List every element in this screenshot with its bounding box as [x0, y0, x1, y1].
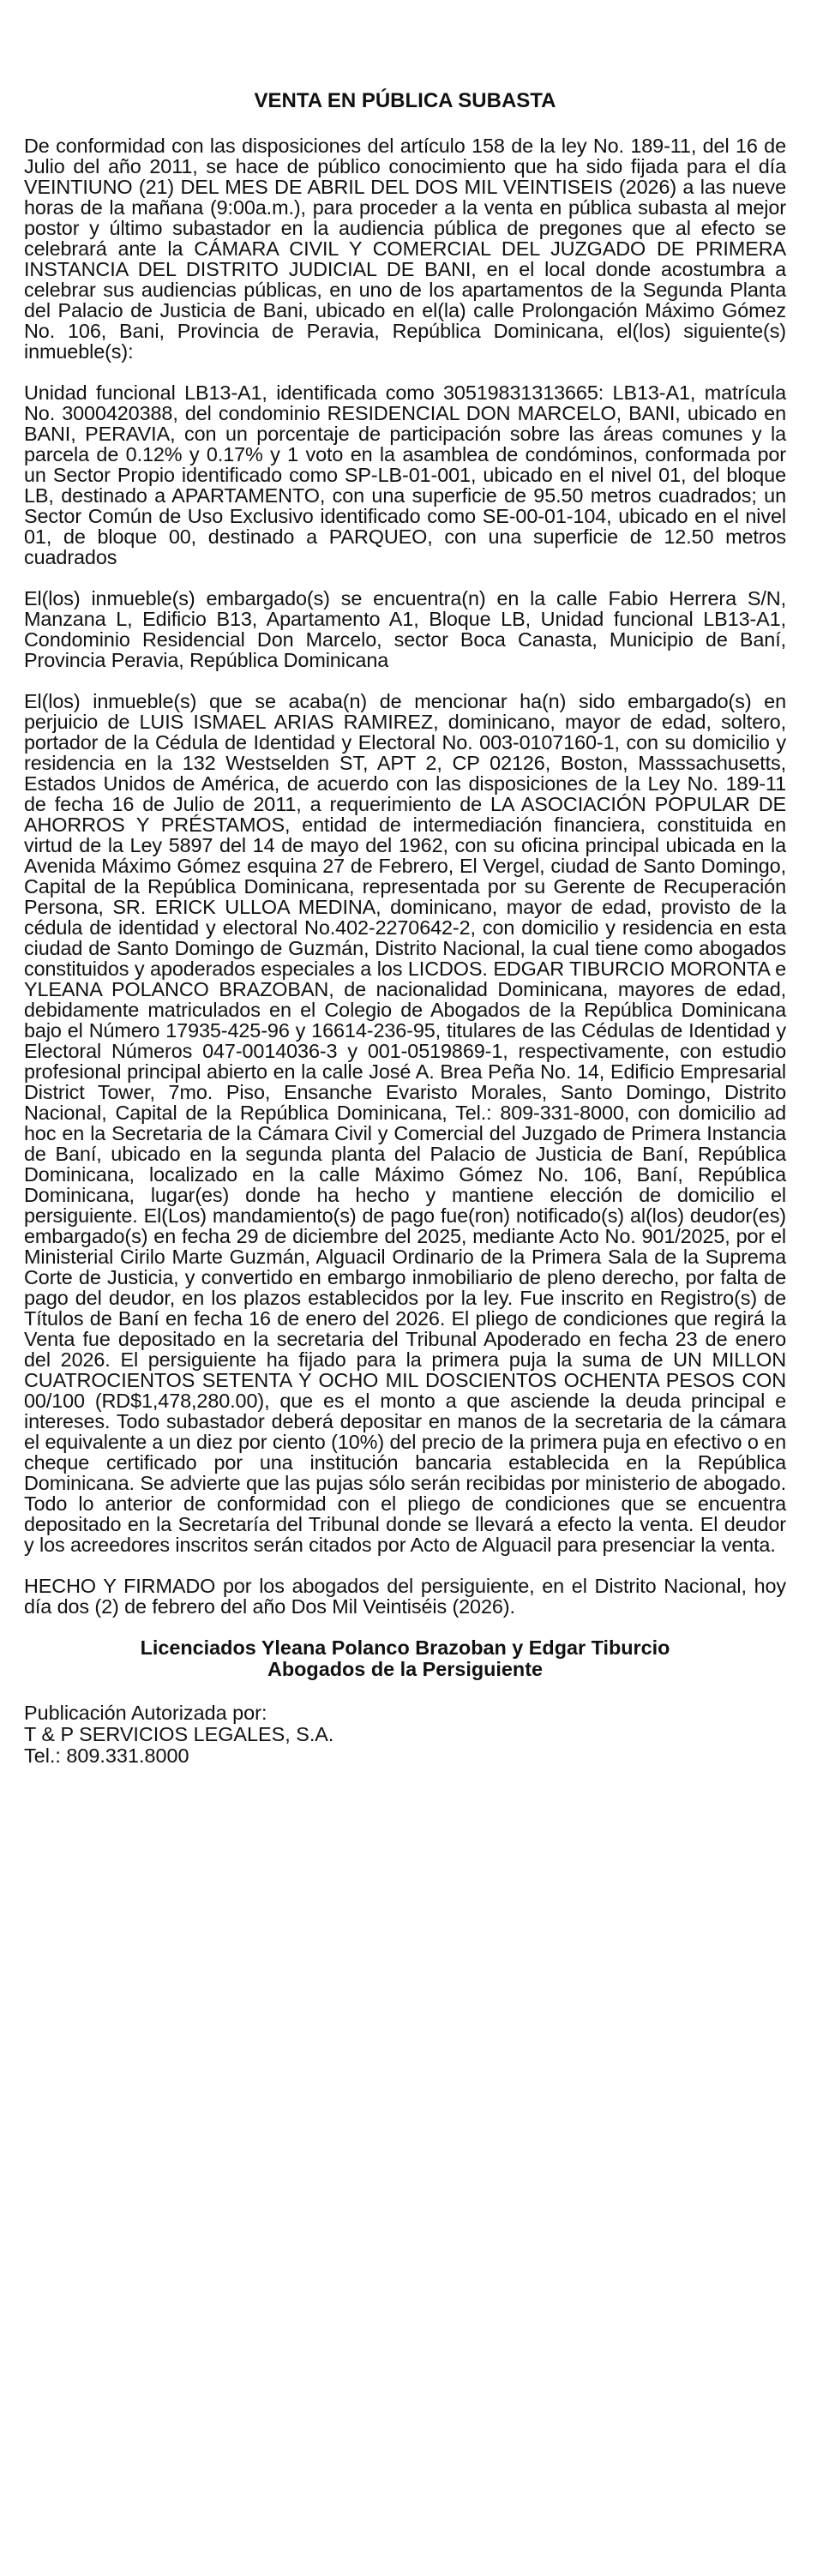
publication-footer: [24, 1702, 786, 1767]
paragraph-property-description: Unidad funcional LB13-A1, identificada como 30519831313665: LB13-A1, matrícula No. 3000420388, del condominio RESIDENCIAL DON MARCELO, BANI, ubicado en BANI, PERAVIA, con un porcentaje de participación sobre las áreas comunes y la parcela de 0.12% y 0.17% y 1 voto en la asamblea de condóminos, conformada por un Sector Propio identificado como SP-LB-01-001, ubicado en el nivel 01, del bloque LB, destinado a APARTAMENTO, con una superficie de 95.50 metros cuadrados; un Sector Común de Uso Exclusivo identificado como SE-00-01-104, ubicado en el nivel 01, de bloque 00, destinado a PARQUEO, con una superficie de 12.50 metros cuadrados: [24, 381, 786, 568]
publication-label: Publicación Autorizada por:: [24, 1702, 267, 1724]
attorneys-names: Licenciados Yleana Polanco Brazoban y Edgar Tiburcio: [140, 1636, 670, 1659]
attorneys-role: Abogados de la Persiguiente: [267, 1658, 544, 1680]
paragraph-seizure-details: El(los) inmueble(s) que se acaba(n) de mencionar ha(n) sido embargado(s) en perjuicio de LUIS ISMAEL ARIAS RAMIREZ, dominicano, mayor de edad, soltero, portador de la Cédula de Identidad y Electoral No. 003-0107160-1, con su domicilio y residencia en la 132 Westselden ST, APT 2, CP 02126, Boston, Masssachusetts, Estados Unidos de América, de acuerdo con las disposiciones de la Ley No. 189-11 de fecha 16 de Julio de 2011, a requerimiento de LA ASOCIACIÓN POPULAR DE AHORROS Y PRÉSTAMOS, entidad de intermediación financiera, constituida en virtud de la Ley 5897 del 14 de mayo del 1962, con su oficina principal ubicada en la Avenida Máximo Gómez esquina 27 de Febrero, El Vergel, ciudad de Santo Domingo, Capital de la República Dominicana, representada por su Gerente de Recuperación Persona, SR. ERICK ULLOA MEDINA, dominicano, mayor de edad, provisto de la cédula de identidad y electoral No.402-2270642-2, con domicilio y residencia en esta ciudad de Santo Domingo de Guzmán, Distrito Nacional, la cual tiene como abogados constituidos y apoderados especiales a los LICDOS. EDGAR TIBURCIO MORONTA e YLEANA POLANCO BRAZOBAN, de nacionalidad Dominicana, mayores de edad, debidamente matriculados en el Colegio de Abogados de la República Dominicana bajo el Número 17935-425-96 y 16614-236-95, titulares de las Cédulas de Identidad y Electoral Números 047-0014036-3 y 001-0519869-1, respectivamente, con estudio profesional principal abierto en la calle José A. Brea Peña No. 14, Edificio Empresarial District Tower, 7mo. Piso, Ensanche Evaristo Morales, Santo Domingo, Distrito Nacional, Capital de la República Dominicana, Tel.: 809-331-8000, con domicilio ad hoc en la Secretaria de la Cámara Civil y Comercial del Juzgado de Primera Instancia de Baní, ubicado en la segunda planta del Palacio de Justicia de Baní, República Dominicana, localizado en la calle Máximo Gómez No. 106, Baní, República Dominicana, lugar(es) donde ha hecho y mantiene elección de domicilio el persiguiente. El(Los) mandamiento(s) de pago fue(ron) notificado(s) al(los) deudor(es) embargado(s) en fecha 29 de diciembre del 2025, mediante Acto No. 901/2025, por el Ministerial Cirilo Marte Guzmán, Alguacil Ordinario de la Primera Sala de la Suprema Corte de Justicia, y convertido en embargo inmobiliario de pleno derecho, por falta de pago del deudor, en los plazos establecidos por la ley. Fue inscrito en Registro(s) de Títulos de Baní en fecha 16 de enero del 2026. El pliego de condiciones que regirá la Venta fue depositado en la secretaria del Tribunal Apoderado en fecha 23 de enero del 2026. El persiguiente ha fijado para la primera puja la suma de UN MILLON CUATROCIENTOS SETENTA Y OCHO MIL DOSCIENTOS OCHENTA PESOS CON 00/100 (RD$1,478,280.00), que es el monto a que asciende la deuda principal e intereses. Todo subastador deberá depositar en manos de la secretaria de la cámara el equivalente a un diez por ciento (10%) del precio de la primera puja en efectivo o en cheque certificado por una institución bancaria establecida en la República Dominicana. Se advierte que las pujas sólo serán recibidas por ministerio de abogado. Todo lo anterior de conformidad con el pliego de condiciones que se encuentra depositado en la Secretaría del Tribunal donde se llevará a efecto la venta. El deudor y los acreedores inscritos serán citados por Acto de Alguacil para presenciar la venta.: [24, 690, 786, 1556]
publisher-company: T & P SERVICIOS LEGALES, S.A.: [24, 1723, 334, 1745]
paragraph-property-location: El(los) inmueble(s) embargado(s) se encuentra(n) en la calle Fabio Herrera S/N, Manzana L, Edificio B13, Apartamento A1, Bloque LB, Unidad funcional LB13-A1, Condominio Residencial Don Marcelo, sector Boca Canasta, Municipio de Baní, Provincia Peravia, República Dominicana: [24, 587, 786, 671]
paragraph-signed-statement: HECHO Y FIRMADO por los abogados del persiguiente, en el Distrito Nacional, hoy día dos (2) de febrero del año Dos Mil Veintiséis (2026).: [24, 1575, 786, 1618]
publisher-phone: Tel.: 809.331.8000: [24, 1744, 189, 1767]
paragraph-auction-announcement: De conformidad con las disposiciones del artículo 158 de la ley No. 189-11, del 16 de Julio del año 2011, se hace de público conocimiento que ha sido fijada para el día VEINTIUNO (21) DEL MES DE ABRIL DEL DOS MIL VEINTISEIS (2026) a las nueve horas de la mañana (9:00a.m.), para proceder a la venta en pública subasta al mejor postor y último subastador en la audiencia pública de pregones que al efecto se celebrará ante la CÁMARA CIVIL Y COMERCIAL DEL JUZGADO DE PRIMERA INSTANCIA DEL DISTRITO JUDICIAL DE BANI, en el local donde acostumbra a celebrar sus audiencias públicas, en uno de los apartamentos de la Segunda Planta del Palacio de Justicia de Bani, ubicado en el(la) calle Prolongación Máximo Gómez No. 106, Bani, Provincia de Peravia, República Dominicana, el(los) siguiente(s) inmueble(s):: [24, 135, 786, 363]
attorneys-signature-block: [24, 1637, 786, 1680]
notice-title: VENTA EN PÚBLICA SUBASTA: [254, 89, 556, 112]
